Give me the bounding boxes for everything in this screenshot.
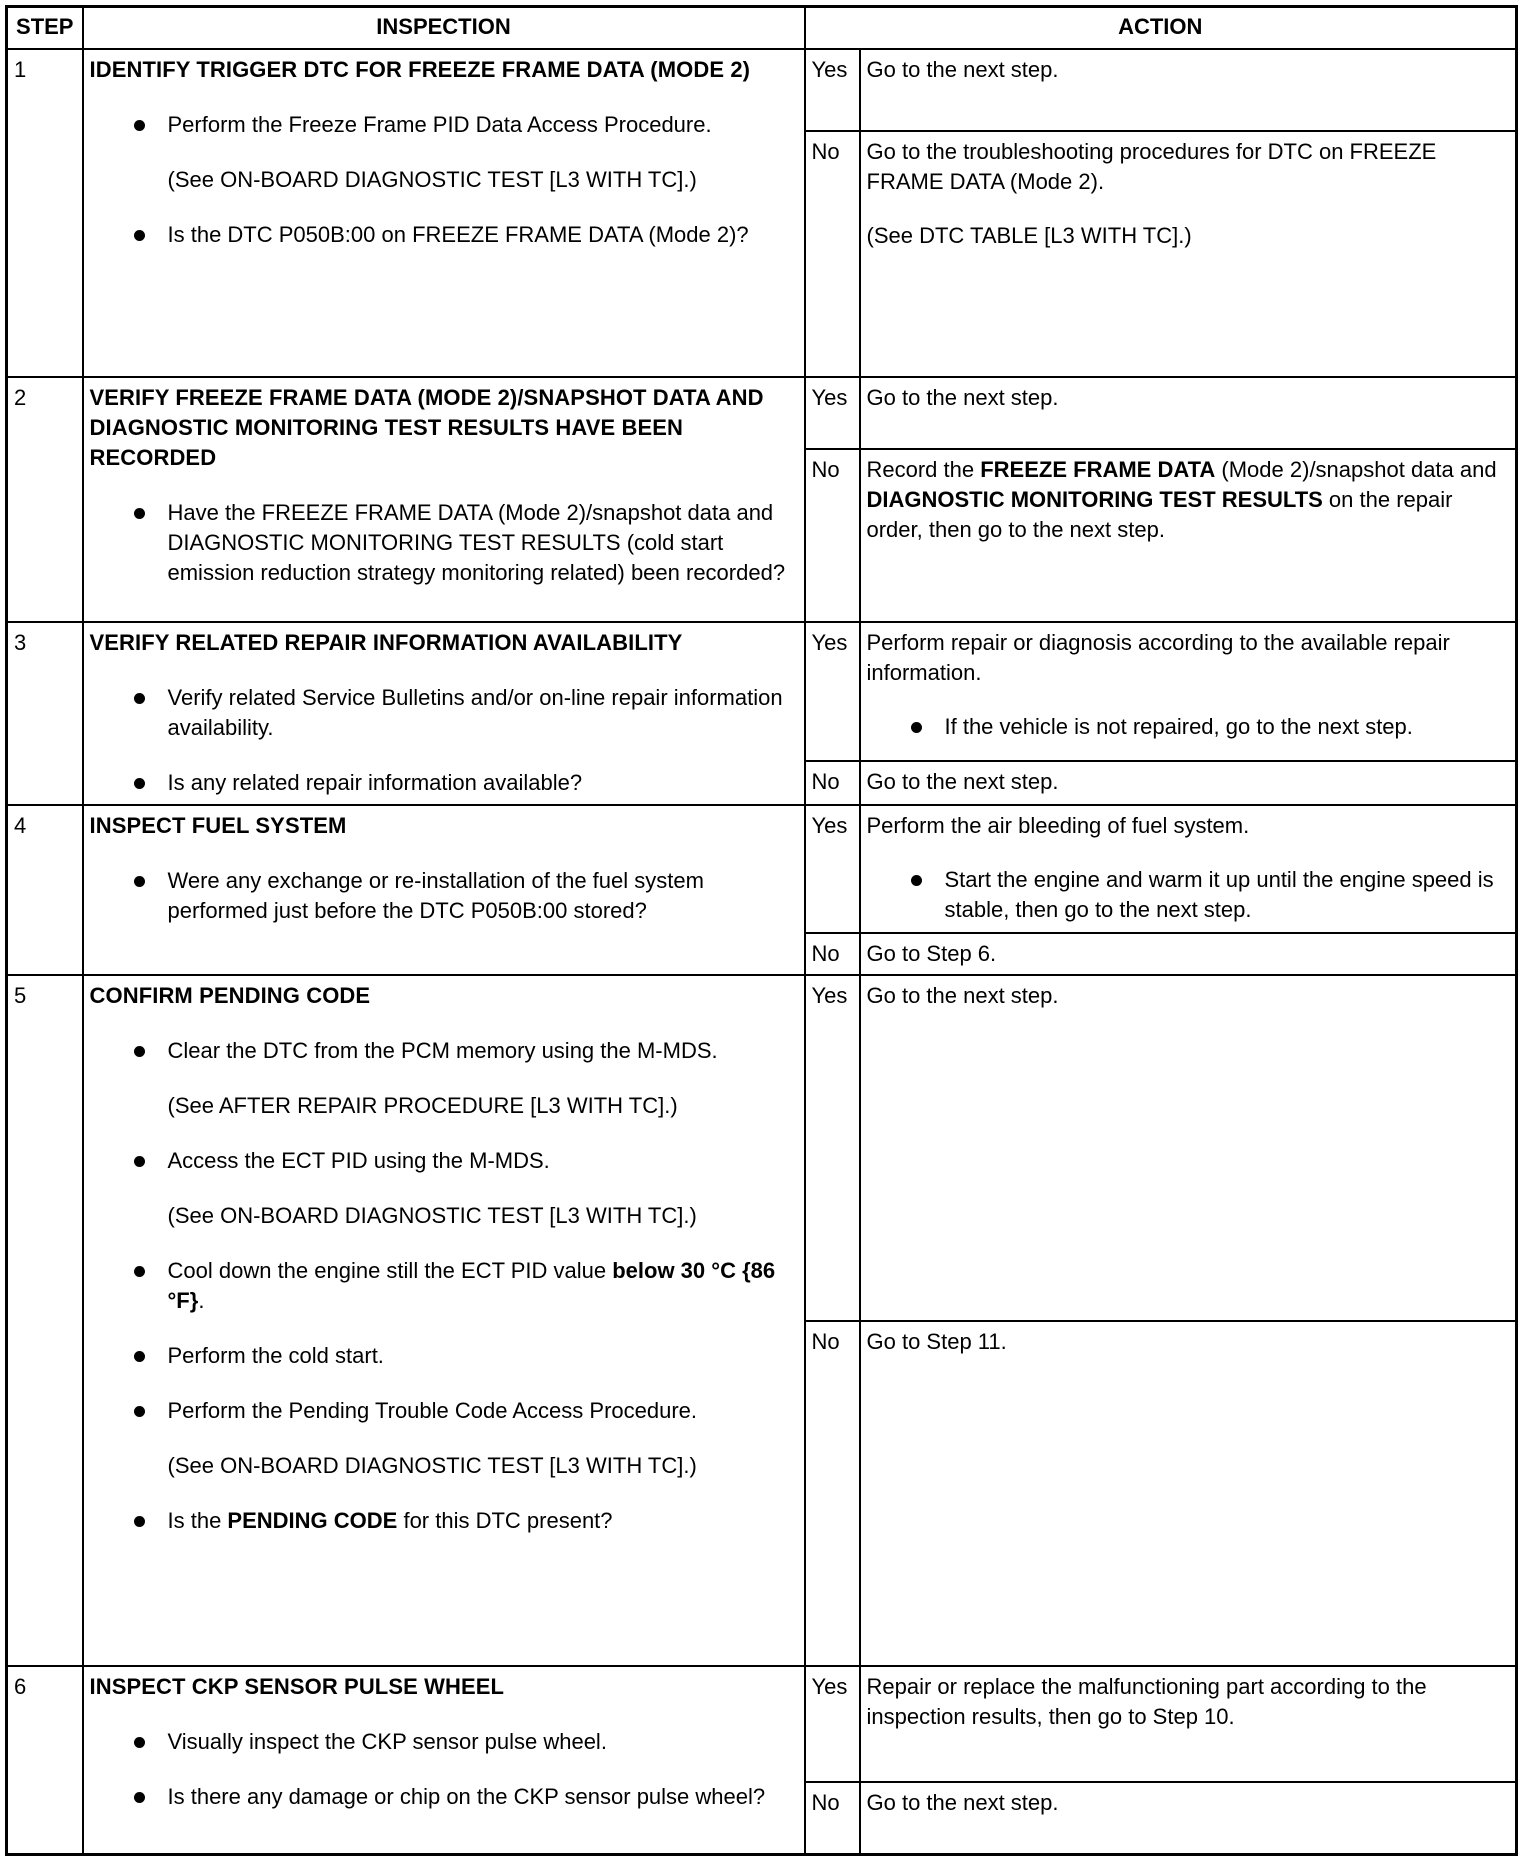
inspection-cell — [83, 975, 805, 1666]
yes-label: Yes — [805, 49, 860, 131]
inspection-question: Were any exchange or re-installation of the fuel system performed just before the DTC P050B:00 stored? — [90, 866, 799, 926]
monitoring-term: DIAGNOSTIC MONITORING TEST RESULTS — [866, 487, 1323, 512]
no-label: No — [805, 933, 860, 975]
header-step: STEP — [7, 7, 83, 50]
step-number: 1 — [7, 49, 83, 377]
inspection-cell — [83, 1666, 805, 1854]
action-text: Go to the next step. — [866, 1790, 1059, 1815]
temperature-value: below 30 °C {86 °F} — [167, 1258, 776, 1313]
inspection-item: Verify related Service Bulletins and/or on-line repair information availability. — [90, 683, 799, 743]
no-action — [860, 1321, 1517, 1666]
yes-action — [860, 1666, 1517, 1782]
reference-note: (See AFTER REPAIR PROCEDURE [L3 WITH TC].) — [167, 1093, 678, 1118]
inspection-item — [90, 1256, 799, 1316]
header-inspection: INSPECTION — [83, 7, 805, 50]
inspection-cell — [83, 49, 805, 377]
step-number: 5 — [7, 975, 83, 1666]
no-action — [860, 933, 1517, 975]
no-action — [860, 449, 1517, 622]
header-row — [7, 7, 1517, 50]
inspection-title: VERIFY FREEZE FRAME DATA (MODE 2)/SNAPSHOT DATA AND DIAGNOSTIC MONITORING TEST RESULTS HAVE BEEN RECORDED — [89, 385, 764, 470]
inspection-question: Is there any damage or chip on the CKP sensor pulse wheel? — [90, 1782, 799, 1812]
inspection-item: Visually inspect the CKP sensor pulse wheel. — [90, 1727, 799, 1757]
step-6-yes-row — [7, 1666, 1517, 1782]
action-text: Go to the next step. — [866, 57, 1059, 82]
action-text-part: on the repair order, then go to the next step. — [866, 487, 1453, 542]
action-text: Go to the next step. — [866, 769, 1059, 794]
yes-label: Yes — [805, 975, 860, 1321]
yes-action — [860, 805, 1517, 933]
action-text: Repair or replace the malfunctioning part according to the inspection results, then go to Step 10. — [866, 1674, 1427, 1729]
inspection-title: VERIFY RELATED REPAIR INFORMATION AVAILABILITY — [89, 630, 683, 655]
step-3-yes-row — [7, 622, 1517, 761]
action-text-part: Record the — [866, 457, 981, 482]
action-text: Go to the next step. — [866, 983, 1059, 1008]
inspection-question: Have the FREEZE FRAME DATA (Mode 2)/snapshot data and DIAGNOSTIC MONITORING TEST RESULTS (cold start emission reduction strategy monitoring related) been recorded? — [90, 498, 799, 588]
step-number: 3 — [7, 622, 83, 805]
yes-label: Yes — [805, 622, 860, 761]
action-text: Perform repair or diagnosis according to the available repair information. — [866, 630, 1450, 685]
step-4-yes-row — [7, 805, 1517, 933]
yes-label: Yes — [805, 805, 860, 933]
action-text: Perform the air bleeding of fuel system. — [866, 813, 1250, 838]
yes-label: Yes — [805, 1666, 860, 1782]
pending-code-term: PENDING CODE — [227, 1508, 398, 1533]
reference-note: (See ON-BOARD DIAGNOSTIC TEST [L3 WITH TC].) — [167, 1453, 697, 1478]
header-action: ACTION — [805, 7, 1517, 50]
no-label: No — [805, 1782, 860, 1854]
step-number: 6 — [7, 1666, 83, 1854]
action-item: If the vehicle is not repaired, go to the next step. — [867, 712, 1511, 742]
inspection-cell — [83, 377, 805, 622]
yes-action — [860, 622, 1517, 761]
no-action — [860, 131, 1517, 377]
inspection-title: CONFIRM PENDING CODE — [89, 983, 371, 1008]
reference-note: (See ON-BOARD DIAGNOSTIC TEST [L3 WITH TC].) — [167, 1203, 697, 1228]
action-text: Go to Step 11. — [866, 1329, 1007, 1354]
inspection-cell — [83, 622, 805, 805]
item-text-part: Is the — [167, 1508, 228, 1533]
freeze-frame-term: FREEZE FRAME DATA — [980, 457, 1216, 482]
reference-note: (See DTC TABLE [L3 WITH TC].) — [866, 223, 1192, 248]
inspection-question: Is the DTC P050B:00 on FREEZE FRAME DATA (Mode 2)? — [90, 220, 799, 250]
inspection-item: Perform the cold start. — [90, 1341, 799, 1371]
inspection-title: INSPECT FUEL SYSTEM — [89, 813, 347, 838]
inspection-question — [90, 1506, 799, 1536]
yes-action — [860, 377, 1517, 449]
item-text-part: . — [198, 1288, 205, 1313]
inspection-title: IDENTIFY TRIGGER DTC FOR FREEZE FRAME DATA (MODE 2) — [89, 57, 751, 82]
inspection-cell — [83, 805, 805, 975]
inspection-title: INSPECT CKP SENSOR PULSE WHEEL — [89, 1674, 505, 1699]
action-text: Go to Step 6. — [866, 941, 997, 966]
yes-label: Yes — [805, 377, 860, 449]
inspection-item: Perform the Freeze Frame PID Data Access Procedure. — [90, 110, 799, 140]
no-label: No — [805, 1321, 860, 1666]
no-action — [860, 761, 1517, 805]
yes-action — [860, 49, 1517, 131]
action-text: Go to the troubleshooting procedures for DTC on FREEZE FRAME DATA (Mode 2). — [866, 139, 1437, 194]
no-action — [860, 1782, 1517, 1854]
no-label: No — [805, 131, 860, 377]
step-5-yes-row — [7, 975, 1517, 1321]
action-item: Start the engine and warm it up until the engine speed is stable, then go to the next step. — [867, 865, 1511, 925]
inspection-item: Clear the DTC from the PCM memory using the M-MDS. — [90, 1036, 799, 1066]
no-label: No — [805, 761, 860, 805]
step-number: 2 — [7, 377, 83, 622]
step-number: 4 — [7, 805, 83, 975]
inspection-question: Is any related repair information available? — [90, 768, 799, 798]
item-text-part: for this DTC present? — [397, 1508, 613, 1533]
action-text-part: (Mode 2)/snapshot data and — [1215, 457, 1497, 482]
step-2-yes-row — [7, 377, 1517, 449]
item-text-part: Cool down the engine still the ECT PID value — [167, 1258, 613, 1283]
inspection-item: Perform the Pending Trouble Code Access Procedure. — [90, 1396, 799, 1426]
step-1-yes-row — [7, 49, 1517, 131]
no-label: No — [805, 449, 860, 622]
reference-note: (See ON-BOARD DIAGNOSTIC TEST [L3 WITH TC].) — [167, 167, 697, 192]
yes-action — [860, 975, 1517, 1321]
diagnostic-table — [5, 5, 1518, 1856]
action-text — [867, 455, 1511, 545]
action-text: Go to the next step. — [866, 385, 1059, 410]
inspection-item: Access the ECT PID using the M-MDS. — [90, 1146, 799, 1176]
